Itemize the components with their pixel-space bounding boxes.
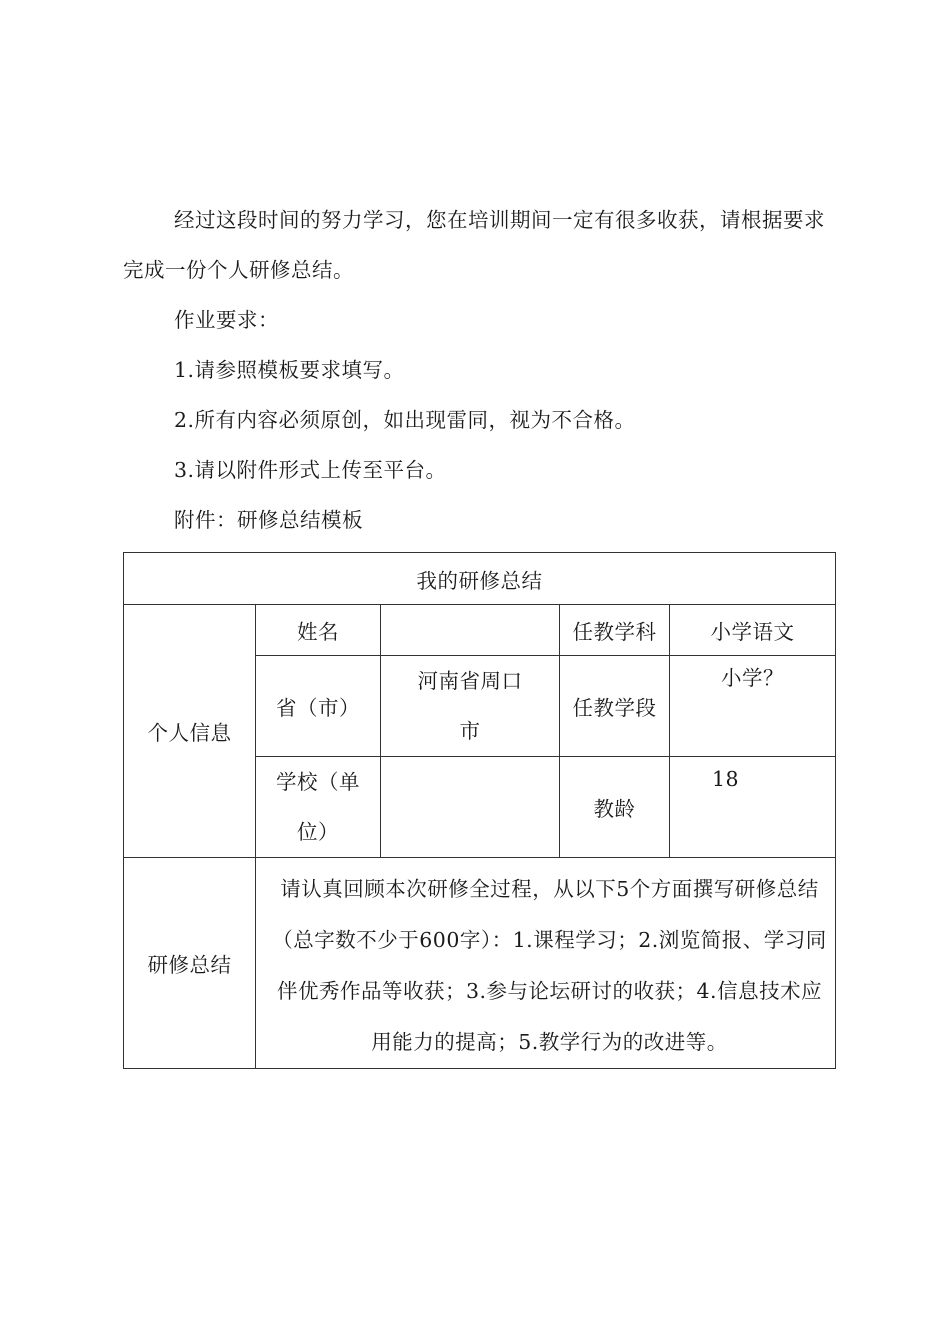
school-label: 学校（单位） bbox=[256, 757, 381, 858]
summary-label: 研修总结 bbox=[124, 858, 256, 1069]
summary-instructions[interactable]: 请认真回顾本次研修全过程，从以下5个方面撰写研修总结（总字数不少于600字）：1.课程学习；2.浏览简报、学习同伴优秀作品等收获；3.参与论坛研讨的收获；4.信息技术应用能力的提高；5.教学行为的改进等。 bbox=[256, 858, 836, 1069]
province-label: 省（市） bbox=[256, 656, 381, 757]
requirements-heading: 作业要求： bbox=[174, 308, 279, 332]
teaching-years-label: 教龄 bbox=[560, 757, 670, 858]
requirement-item-2: 2.所有内容必须原创，如出现雷同，视为不合格。 bbox=[174, 408, 636, 432]
name-field[interactable] bbox=[381, 605, 560, 656]
subject-field[interactable]: 小学语文 bbox=[670, 605, 836, 656]
school-field[interactable] bbox=[381, 757, 560, 858]
requirement-item-3: 3.请以附件形式上传至平台。 bbox=[174, 458, 447, 482]
intro-paragraph: 经过这段时间的努力学习，您在培训期间一定有很多收获，请根据要求完成一份个人研修总结。 bbox=[123, 208, 825, 282]
summary-form-table bbox=[123, 552, 836, 1069]
stage-label: 任教学段 bbox=[560, 656, 670, 757]
province-field[interactable]: 河南省周口市 bbox=[381, 656, 560, 757]
attachment-line: 附件：研修总结模板 bbox=[174, 508, 363, 532]
subject-label: 任教学科 bbox=[560, 605, 670, 656]
name-label: 姓名 bbox=[256, 605, 381, 656]
personal-info-label: 个人信息 bbox=[124, 605, 256, 858]
form-title: 我的研修总结 bbox=[124, 553, 836, 605]
requirement-item-1: 1.请参照模板要求填写。 bbox=[174, 358, 405, 382]
stage-field[interactable]: 小学？ bbox=[670, 656, 836, 757]
teaching-years-field[interactable]: 18 bbox=[670, 757, 836, 858]
